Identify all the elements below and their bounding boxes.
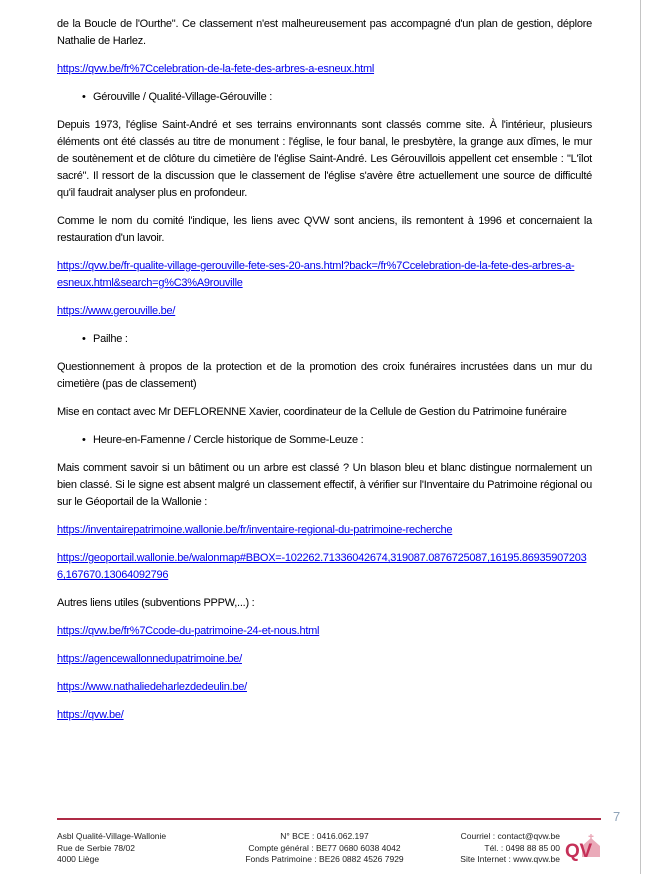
bullet-item-gerouville: [57, 89, 592, 106]
link-row: [57, 61, 592, 78]
page-right-edge: [640, 0, 641, 874]
link-agence-wallonne-patrimoine[interactable]: https://agencewallonnedupatrimoine.be/: [57, 653, 242, 665]
link-celebration-fete-arbres[interactable]: https://qvw.be/fr%7Ccelebration-de-la-fete-des-arbres-a-esneux.html: [57, 63, 375, 75]
footer-website: Site Internet : www.qvw.be: [460, 854, 560, 864]
qvw-logo-icon: [565, 833, 602, 863]
link-row: [57, 522, 592, 539]
link-row: [57, 651, 592, 668]
footer-email: Courriel : contact@qvw.be: [460, 831, 560, 841]
link-row: [57, 623, 592, 640]
qvw-logo-letters: QV: [565, 841, 592, 862]
paragraph-eglise-saint-andre: Depuis 1973, l'église Saint-André et ses terrains environnants sont classés comme site. À l'intérieur, plusieurs éléments ont été classés au titre de monument : l'église, le four banal, le presbytère, la grange aux dîmes, le mur de soutènement et de clôture du cimetière de l'église Saint-André. Les Gérouvillois appellent cet ensemble : "L'îlot sacré". Il ressort de la discussion que le classement de l'église s'avère être actuellement une source de difficulté qu'il faudrait analyser plus en profondeur.: [57, 119, 592, 199]
footer-org-name: Asbl Qualité-Village-Wallonie: [57, 831, 167, 841]
paragraph-mise-en-contact: Mise en contact avec Mr DEFLORENNE Xavier, coordinateur de la Cellule de Gestion du Patrimoine funéraire: [57, 406, 567, 418]
paragraph-blason-classement: Mais comment savoir si un bâtiment ou un arbre est classé ? Un blason bleu et blanc distingue normalement un bien classé. Si le signe est absent malgré un classement effectif, à vérifier sur l'Inventaire du Patrimoine régional ou sur le Géoportail de la Wallonie :: [57, 462, 592, 508]
footer-org-street: Rue de Serbie 78/02: [57, 842, 135, 853]
footer-compte-general: Compte général : BE77 0680 6038 4042: [248, 842, 401, 853]
link-row: [57, 258, 592, 292]
footer-fonds-patrimoine: Fonds Patrimoine : BE26 0882 4526 7929: [245, 854, 404, 864]
link-qvw-home[interactable]: https://qvw.be/: [57, 709, 124, 721]
bullet-text: Heure-en-Famenne / Cercle historique de Somme-Leuze :: [93, 434, 364, 446]
link-nathalie-de-harlez[interactable]: https://www.nathaliedeharlezdedeulin.be/: [57, 681, 247, 693]
paragraph-autres-liens: Autres liens utiles (subventions PPPW,...) :: [57, 597, 255, 609]
footer-tel: Tél. : 0498 88 85 00: [484, 842, 560, 853]
link-code-du-patrimoine[interactable]: https://qvw.be/fr%7Ccode-du-patrimoine-24-et-nous.html: [57, 625, 320, 637]
link-row: [57, 707, 592, 724]
footer-bce: N° BCE : 0416.062.197: [280, 831, 369, 841]
paragraph-classement-ourthe: de la Boucle de l'Ourthe". Ce classement n'est malheureusement pas accompagné d'un plan de gestion, déplore Nathalie de Harlez.: [57, 18, 592, 47]
link-geoportail-walonmap[interactable]: https://geoportail.wallonie.be/walonmap#BBOX=-102262.71336042674,319087.0876725087,16195.869359072036,167670.13064092796: [57, 552, 587, 581]
paragraph-liens-qvw-1996: Comme le nom du comité l'indique, les liens avec QVW sont anciens, ils remontent à 1996 et concernaient la restauration d'un lavoir.: [57, 215, 592, 244]
bullet-text: Pailhe :: [93, 333, 128, 345]
bullet-marker: •: [82, 91, 86, 103]
link-gerouville-site[interactable]: https://www.gerouville.be/: [57, 305, 176, 317]
link-row: [57, 550, 592, 584]
paragraph-croix-funeraires: Questionnement à propos de la protection et de la promotion des croix funéraires incrustées dans un mur du cimetière (pas de classement): [57, 361, 592, 390]
bullet-marker: •: [82, 333, 86, 345]
link-gerouville-20-ans[interactable]: https://qvw.be/fr-qualite-village-gerouville-fete-ses-20-ans.html?back=/fr%7Ccelebration-de-la-fete-des-arbres-a-esneux.html&search=g%C3%A9rouville: [57, 260, 575, 289]
bullet-text: Gérouville / Qualité-Village-Gérouville :: [93, 91, 273, 103]
link-row: [57, 679, 592, 696]
link-inventaire-patrimoine[interactable]: https://inventairepatrimoine.wallonie.be/fr/inventaire-regional-du-patrimoine-recherche: [57, 524, 453, 536]
footer-contact-info: [460, 831, 560, 866]
page-number: 7: [613, 809, 621, 824]
footer-org-city: 4000 Liège: [57, 854, 100, 864]
footer-rule: [57, 818, 601, 820]
bullet-marker: •: [82, 434, 86, 446]
link-row: [57, 303, 592, 320]
bullet-item-heure-en-famenne: [57, 432, 592, 449]
document-content: [57, 16, 592, 735]
bullet-item-pailhe: [57, 331, 592, 348]
